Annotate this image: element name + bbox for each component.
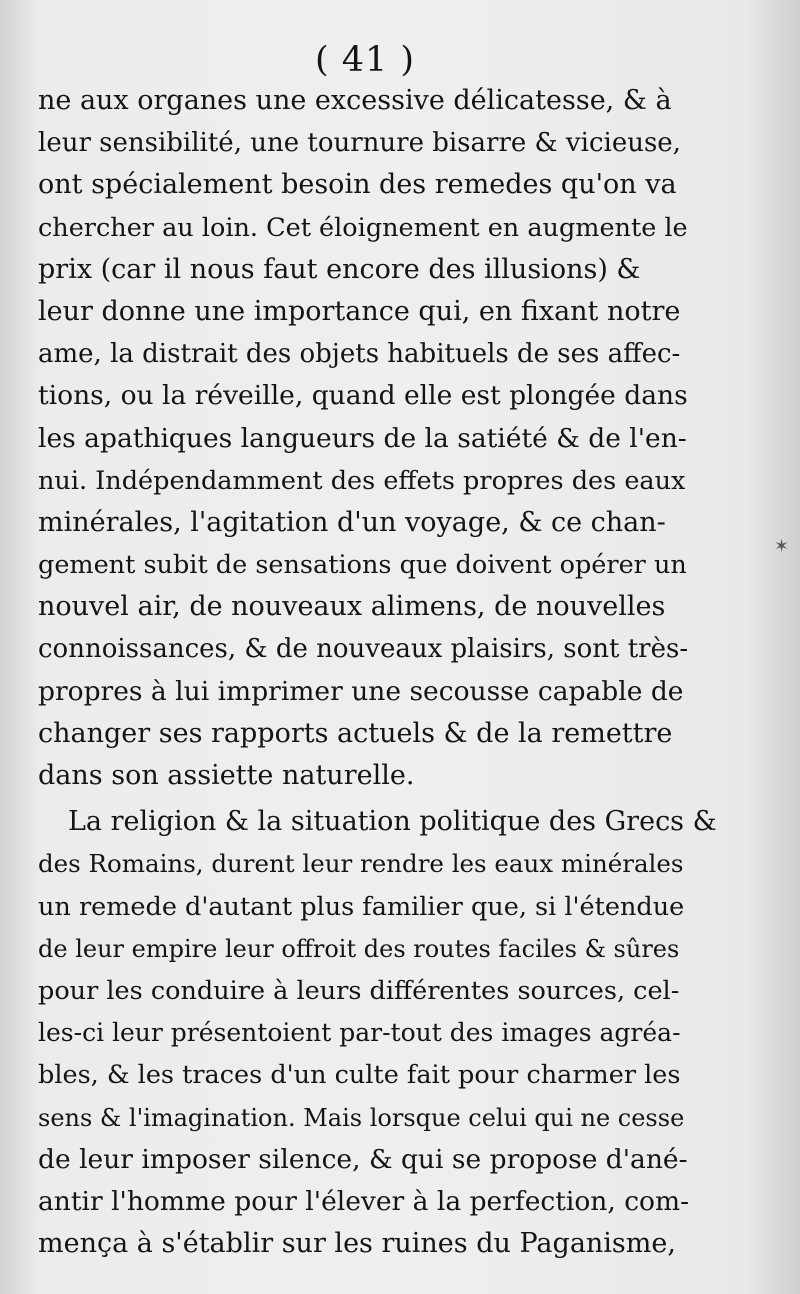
text-line: nouvel air, de nouveaux alimens, de nouvelles: [38, 591, 666, 623]
paragraph-first-line: La religion & la situation politique des Grecs &: [68, 806, 717, 838]
text-line: leur sensibilité, une tournure bisarre & vicieuse,: [38, 128, 681, 159]
text-line: prix (car il nous faut encore des illusions) &: [38, 253, 641, 285]
text-line: de leur imposer silence, & qui se propose d'ané-: [38, 1143, 688, 1175]
text-line: chercher au loin. Cet éloignement en augmente le: [38, 212, 688, 243]
text-line: changer ses rapports actuels & de la remettre: [38, 717, 673, 749]
text-line: ont spécialement besoin des remedes qu'on va: [38, 169, 677, 201]
text-line: dans son assiette naturelle.: [38, 760, 415, 791]
text-line: minérales, l'agitation d'un voyage, & ce chan-: [38, 506, 666, 538]
text-line: sens & l'imagination. Mais lorsque celui qui ne cesse: [38, 1103, 685, 1132]
text-line: les-ci leur présentoient par-tout des images agréa-: [38, 1018, 681, 1048]
ink-smudge: ✶: [774, 536, 790, 557]
text-line: les apathiques langueurs de la satiété & de l'en-: [38, 422, 687, 454]
text-line: connoissances, & de nouveaux plaisirs, sont très-: [38, 634, 689, 665]
text-line: ame, la distrait des objets habituels de ses affec-: [38, 339, 681, 370]
text-line: mença à s'établir sur les ruines du Paganisme,: [38, 1228, 676, 1260]
text-line: propres à lui imprimer une secousse capable de: [38, 675, 684, 707]
text-line: un remede d'autant plus familier que, si l'étendue: [38, 891, 685, 922]
text-line: gement subit de sensations que doivent opérer un: [38, 550, 687, 581]
text-line: leur donne une importance qui, en fixant notre: [38, 295, 681, 327]
text-line: des Romains, durent leur rendre les eaux minérales: [38, 849, 684, 879]
text-line: pour les conduire à leurs différentes sources, cel-: [38, 975, 680, 1006]
text-line: ne aux organes une excessive délicatesse, & à: [38, 85, 672, 116]
text-line: bles, & les traces d'un culte fait pour charmer les: [38, 1060, 681, 1091]
body-text: [38, 80, 717, 1265]
text-line: tions, ou la réveille, quand elle est plongée dans: [38, 380, 688, 412]
text-line: de leur empire leur offroit des routes faciles & sûres: [38, 934, 680, 963]
text-line: antir l'homme pour l'élever à la perfection, com-: [38, 1185, 690, 1217]
page-number: ( 41 ): [314, 40, 416, 80]
text-line: nui. Indépendamment des effets propres des eaux: [38, 465, 686, 496]
